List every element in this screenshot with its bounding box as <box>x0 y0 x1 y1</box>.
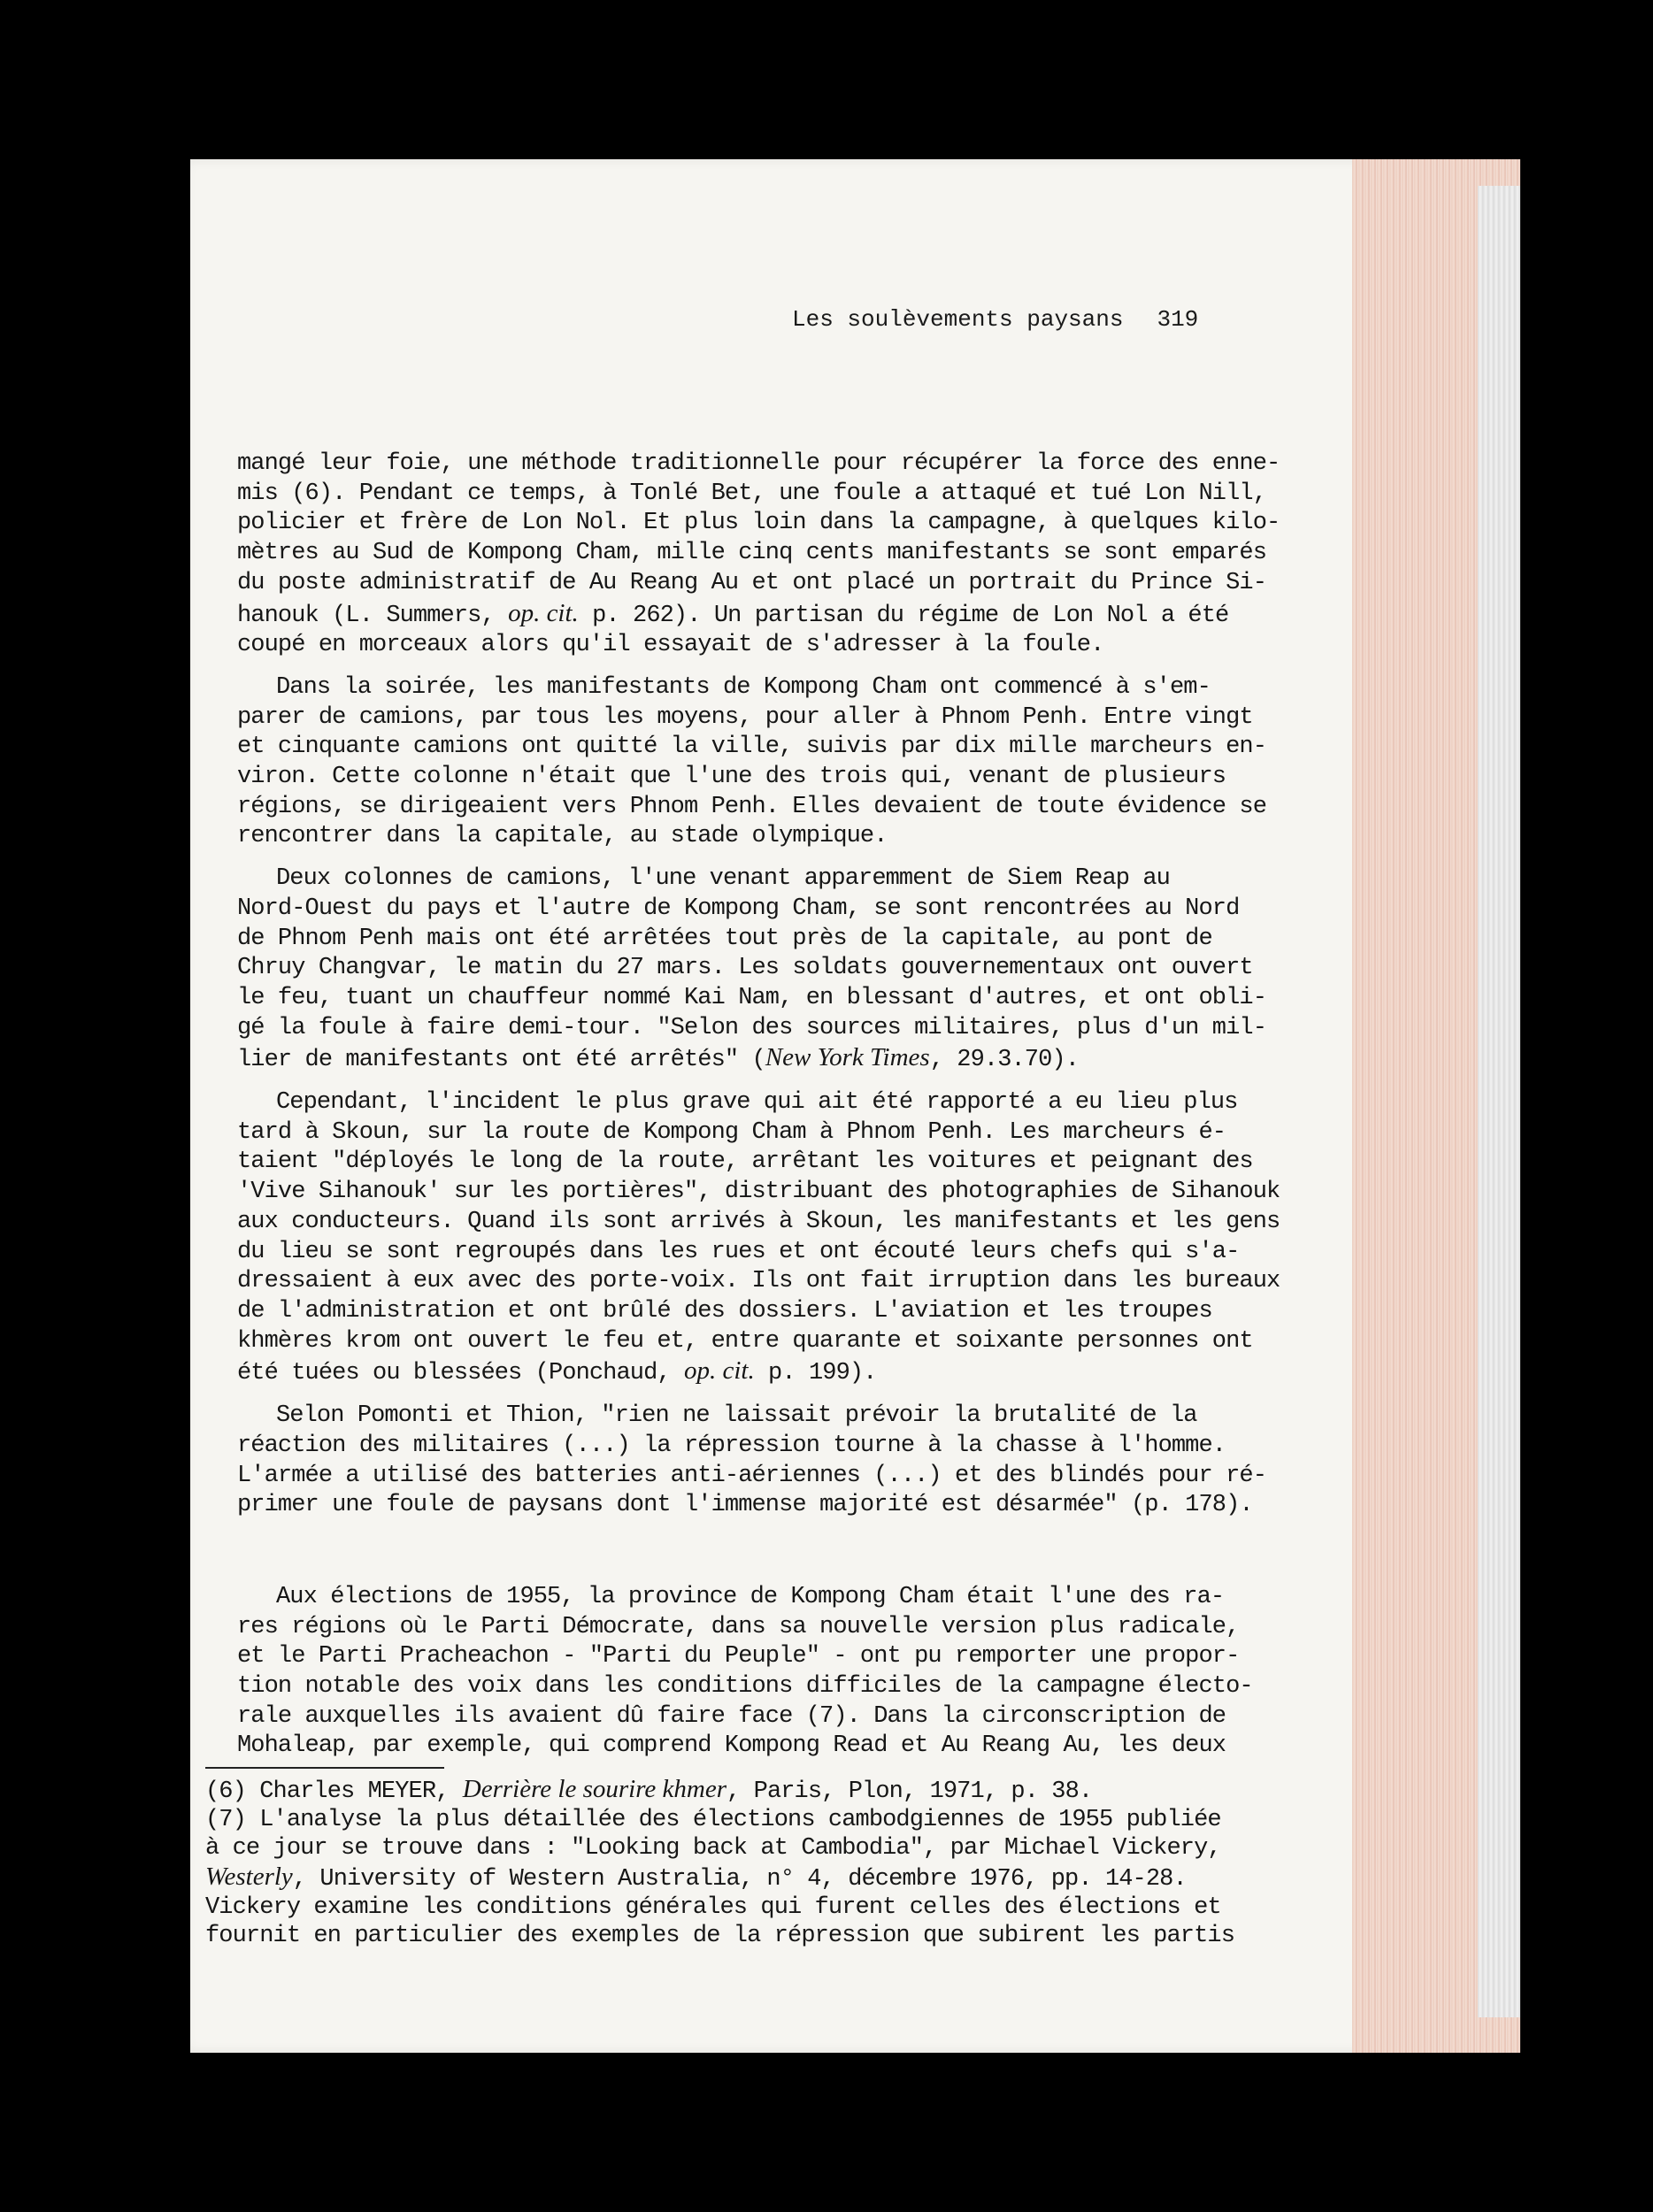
italic-title: op. cit. <box>508 598 579 627</box>
footnote-line: fournit en particulier des exemples de la répression que subirent les partis <box>205 1923 1235 1949</box>
text-line: policier et frère de Lon Nol. Et plus loin dans la campagne, à quelques kilo- <box>237 510 1280 537</box>
text-line: le feu, tuant un chauffeur nommé Kai Nam, en blessant d'autres, et ont obli- <box>237 984 1267 1011</box>
text-line: régions, se dirigeaient vers Phnom Penh. Elles devaient de toute évidence se <box>237 793 1267 820</box>
page-edges-tail <box>1478 186 1520 2017</box>
page-number: 319 <box>1157 306 1199 333</box>
text-line: lier de manifestants ont été arrêtés" (New York Times, 29.3.70). <box>237 1043 1080 1074</box>
text-line: res régions où le Parti Démocrate, dans sa nouvelle version plus radicale, <box>237 1613 1240 1640</box>
footnote-line: Vickery examine les conditions générales qui furent celles des élections et <box>205 1894 1221 1921</box>
text-line: mis (6). Pendant ce temps, à Tonlé Bet, une foule a attaqué et tué Lon Nill, <box>237 480 1267 507</box>
text-line: L'armée a utilisé des batteries anti-aériennes (...) et des blindés pour ré- <box>237 1462 1267 1489</box>
text-line: Selon Pomonti et Thion, "rien ne laissait prévoir la brutalité de la <box>276 1402 1197 1430</box>
text-line: Cependant, l'incident le plus grave qui ait été rapporté a eu lieu plus <box>276 1089 1238 1117</box>
text-line: Mohaleap, par exemple, qui comprend Kompong Read et Au Reang Au, les deux <box>237 1732 1226 1760</box>
footnotes <box>205 1775 1249 1950</box>
text-line: de l'administration et ont brûlé des dossiers. L'aviation et les troupes <box>237 1297 1212 1325</box>
text-line: aux conducteurs. Quand ils sont arrivés à Skoun, les manifestants et les gens <box>237 1208 1280 1235</box>
text-line: tion notable des voix dans les conditions difficiles de la campagne électo- <box>237 1673 1253 1701</box>
body-text <box>237 449 1280 1762</box>
text-line: rencontrer dans la capitale, au stade olympique. <box>237 823 888 850</box>
italic-title: op. cit. <box>684 1356 755 1386</box>
text-line: et cinquante camions ont quitté la ville, suivis par dix mille marcheurs en- <box>237 733 1267 761</box>
text-line: rale auxquelles ils avaient dû faire face (7). Dans la circonscription de <box>237 1702 1226 1730</box>
text-line: et le Parti Pracheachon - "Parti du Peuple" - ont pu remporter une propor- <box>237 1643 1240 1671</box>
footnote-rule <box>205 1767 444 1769</box>
text-line: 'Vive Sihanouk' sur les portières", distribuant des photographies de Sihanouk <box>237 1179 1280 1206</box>
text-line: Deux colonnes de camions, l'une venant apparemment de Siem Reap au <box>276 865 1170 893</box>
text-line: tard à Skoun, sur la route de Kompong Cham à Phnom Penh. Les marcheurs é- <box>237 1118 1226 1146</box>
text-line: Dans la soirée, les manifestants de Kompong Cham ont commencé à s'em- <box>276 673 1211 701</box>
text-line: viron. Cette colonne n'était que l'une des trois qui, venant de plusieurs <box>237 764 1226 791</box>
text-line: parer de camions, par tous les moyens, pour aller à Phnom Penh. Entre vingt <box>237 703 1253 731</box>
text-line: Aux élections de 1955, la province de Kompong Cham était l'une des ra- <box>276 1583 1225 1610</box>
text-line: gé la foule à faire demi-tour. "Selon des sources militaires, plus d'un mil- <box>237 1014 1267 1041</box>
text-line: hanouk (L. Summers, op. cit. p. 262). Un partisan du régime de Lon Nol a été <box>237 598 1229 629</box>
text-line: Nord-Ouest du pays et l'autre de Kompong Cham, se sont rencontrées au Nord <box>237 895 1240 922</box>
text-line: dressaient à eux avec des porte-voix. Ils ont fait irruption dans les bureaux <box>237 1268 1280 1295</box>
italic-title: Derrière le sourire khmer <box>462 1775 727 1803</box>
italic-title: New York Times <box>765 1043 930 1072</box>
text-line: réaction des militaires (...) la répression tourne à la chasse à l'homme. <box>237 1432 1226 1459</box>
text-line: de Phnom Penh mais ont été arrêtées tout près de la capitale, au pont de <box>237 925 1212 952</box>
footnote-line: (7) L'analyse la plus détaillée des élections cambodgiennes de 1955 publiée <box>205 1807 1221 1833</box>
running-head <box>792 306 1198 333</box>
text-line: primer une foule de paysans dont l'immense majorité est désarmée" (p. 178). <box>237 1492 1253 1519</box>
text-line: du poste administratif de Au Reang Au et ont placé un portrait du Prince Si- <box>237 569 1267 596</box>
text-line: taient "déployés le long de la route, arrêtant les voitures et peignant des <box>237 1148 1253 1176</box>
footnote-line: à ce jour se trouve dans : "Looking back at Cambodia", par Michael Vickery, <box>205 1835 1221 1862</box>
running-title: Les soulèvements paysans <box>792 306 1124 333</box>
text-line: Chruy Changvar, le matin du 27 mars. Les soldats gouvernementaux ont ouvert <box>237 955 1253 982</box>
footnote-line: (6) Charles MEYER, Derrière le sourire khmer, Paris, Plon, 1971, p. 38. <box>205 1775 1093 1805</box>
text-line: été tuées ou blessées (Ponchaud, op. cit. p. 199). <box>237 1356 877 1387</box>
text-line: mètres au Sud de Kompong Cham, mille cinq cents manifestants se sont emparés <box>237 540 1267 567</box>
italic-title: Westerly <box>205 1863 293 1891</box>
text-line: mangé leur foie, une méthode traditionnelle pour récupérer la force des enne- <box>237 450 1280 477</box>
footnote-line: Westerly, University of Western Australia, n° 4, décembre 1976, pp. 14-28. <box>205 1863 1187 1893</box>
text-line: khmères krom ont ouvert le feu et, entre quarante et soixante personnes ont <box>237 1327 1253 1355</box>
text-line: coupé en morceaux alors qu'il essayait de s'adresser à la foule. <box>237 632 1104 659</box>
text-line: du lieu se sont regroupés dans les rues et ont écouté leurs chefs qui s'a- <box>237 1238 1240 1265</box>
